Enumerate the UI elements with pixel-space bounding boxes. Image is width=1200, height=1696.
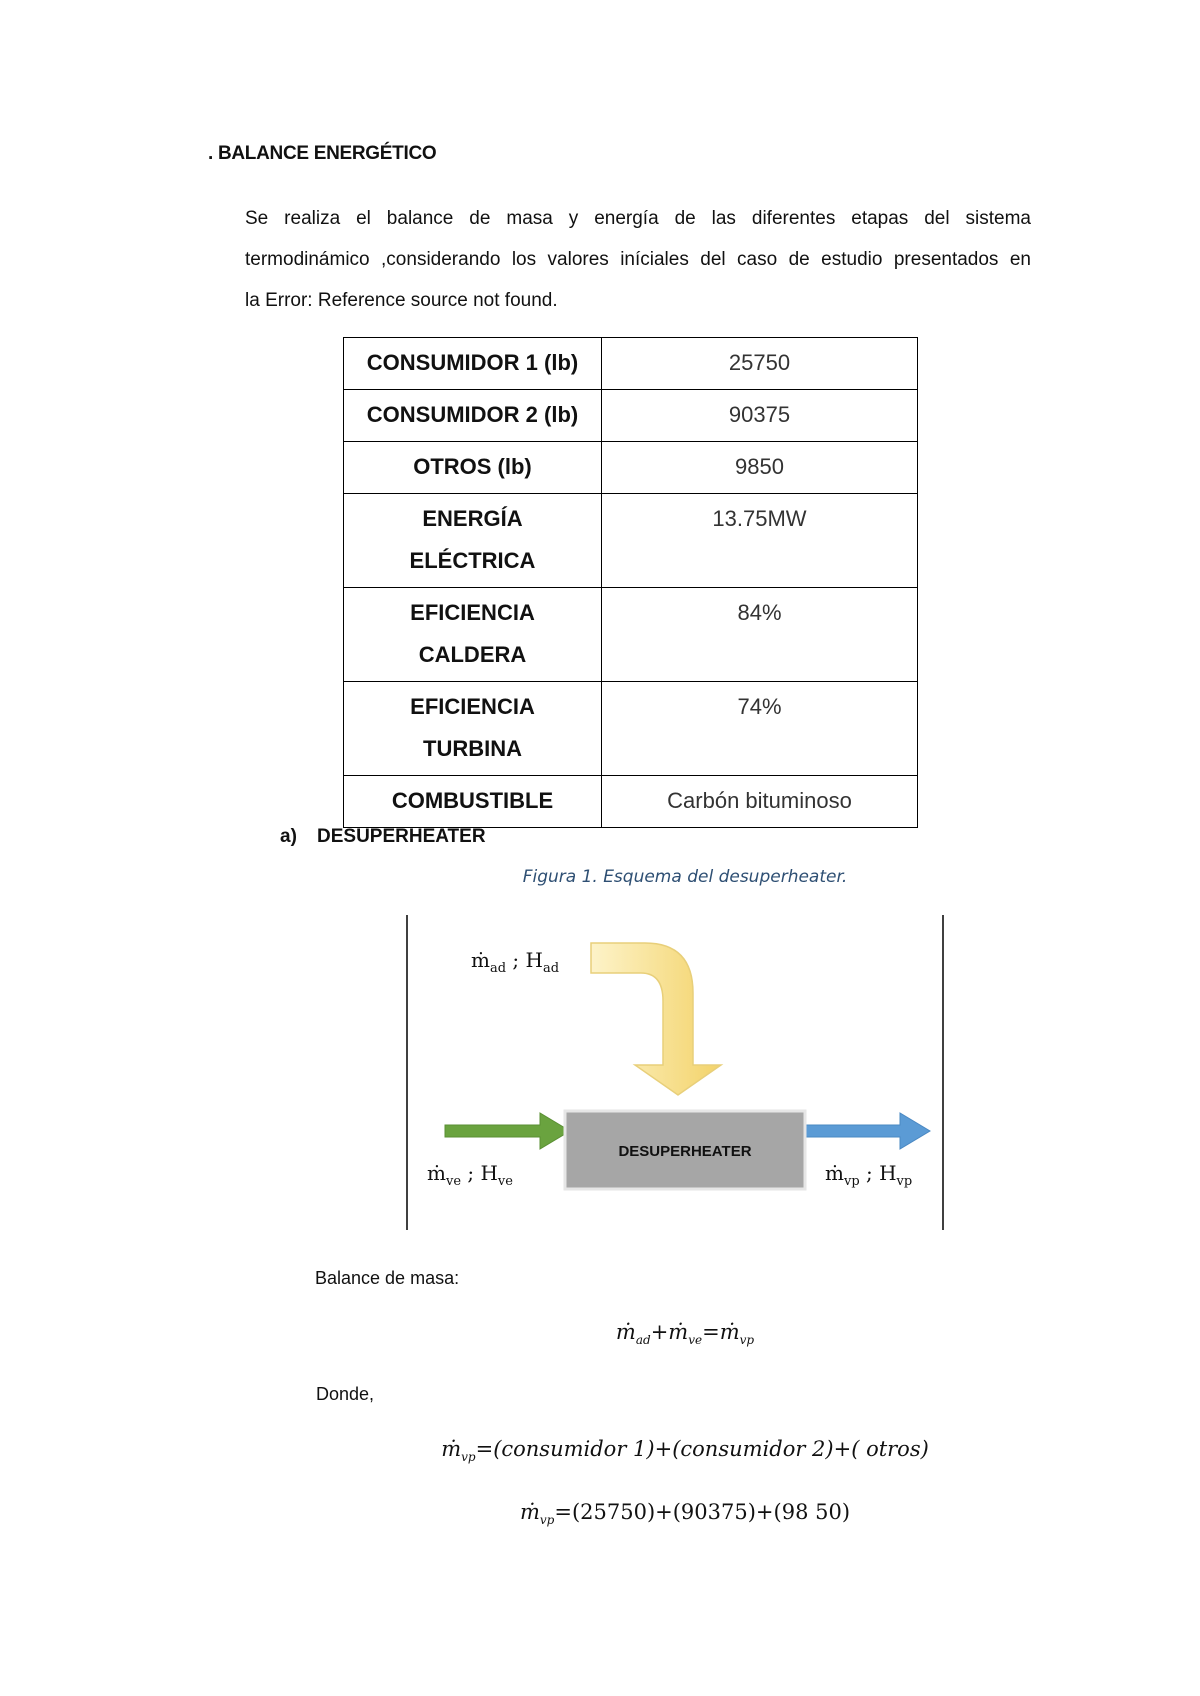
table-key-text: CONSUMIDOR 2 (lb)	[366, 402, 579, 427]
table-value-text: Carbón bituminoso	[667, 788, 852, 813]
table-row	[344, 494, 918, 588]
table-key-cell	[344, 338, 602, 390]
figure-caption: Figura 1. Esquema del desuperheater.	[522, 867, 848, 887]
right-flow-label: ṁ$_{vp}$ ; $H_{vp}$	[825, 1161, 913, 1189]
paragraph-line: termodinámico ,considerando los valores iníciales del caso de estudio presentados en	[245, 249, 1031, 270]
paragraph-line: Se realiza el balance de masa y energía de las diferentes etapas del sistema	[245, 208, 1031, 229]
desuperheater-box-label: DESUPERHEATER	[618, 1143, 752, 1160]
table-value-cell	[602, 588, 918, 682]
table-key-cell	[344, 588, 602, 682]
outlet-flow-equation: ṁ$_{vp}$=(consumidor 1)+(consumidor 2)+( otros)	[441, 1437, 929, 1465]
table-value-text: 84%	[737, 600, 782, 625]
table-key-cell	[344, 776, 602, 828]
table-key-cell	[344, 682, 602, 776]
table-value-cell	[602, 442, 918, 494]
table-key-text: CALDERA	[418, 642, 527, 667]
table-key-cell	[344, 390, 602, 442]
table-value-text: 13.75MW	[712, 506, 807, 531]
table-key-cell	[344, 494, 602, 588]
section-heading: . BALANCE ENERGÉTICO	[208, 143, 437, 164]
table-value-cell	[602, 390, 918, 442]
table-row	[344, 682, 918, 776]
table-key-text: TURBINA	[423, 736, 522, 761]
mass-balance-label: Balance de masa:	[315, 1268, 460, 1288]
table-row	[344, 776, 918, 828]
subsection-title: DESUPERHEATER	[317, 826, 486, 847]
table-key-text: OTROS (lb)	[413, 454, 532, 479]
table-value-text: 90375	[728, 402, 791, 427]
case-values-table	[343, 337, 918, 828]
table-key-cell	[344, 442, 602, 494]
inlet-steam-arrow	[445, 1113, 570, 1149]
table-row	[344, 390, 918, 442]
subsection-letter: a)	[280, 826, 297, 847]
outlet-steam-arrow	[805, 1113, 930, 1149]
table-row	[344, 442, 918, 494]
table-key-text: EFICIENCIA	[410, 600, 535, 625]
subsection-heading	[280, 826, 486, 848]
table-key-text: ELÉCTRICA	[409, 548, 536, 573]
table-key-text: ENERGÍA	[422, 506, 523, 531]
desuperheater-figure	[405, 915, 945, 1240]
table-value-text: 25750	[728, 350, 791, 375]
table-value-cell	[602, 494, 918, 588]
left-flow-label: ṁ$_{ve}$ ; $H_{ve}$	[427, 1161, 513, 1189]
table-key-text: EFICIENCIA	[410, 694, 535, 719]
table-row	[344, 338, 918, 390]
table-value-cell	[602, 338, 918, 390]
mass-balance-equation: ṁ$_{ad}$+ṁ$_{ve}$=ṁ$_{vp}$	[615, 1320, 755, 1348]
desuperheater-diagram	[405, 915, 945, 1235]
paragraph-line: la Error: Reference source not found.	[245, 290, 558, 311]
intro-paragraph	[245, 198, 1031, 321]
table-value-cell	[602, 776, 918, 828]
table-value-cell	[602, 682, 918, 776]
table-value-text: 74%	[737, 694, 782, 719]
inlet-water-arrow	[591, 943, 721, 1095]
outlet-flow-values-equation: ṁ$_{vp}$=(25750)+(90375)+(98 50)	[519, 1500, 851, 1528]
table-row	[344, 588, 918, 682]
table-value-text: 9850	[735, 454, 784, 479]
table-key-text: CONSUMIDOR 1 (lb)	[366, 350, 579, 375]
top-flow-label: ṁ$_{ad}$ ; $H_{ad}$	[471, 948, 560, 976]
table-key-text: COMBUSTIBLE	[391, 788, 554, 813]
where-label: Donde,	[316, 1384, 375, 1404]
